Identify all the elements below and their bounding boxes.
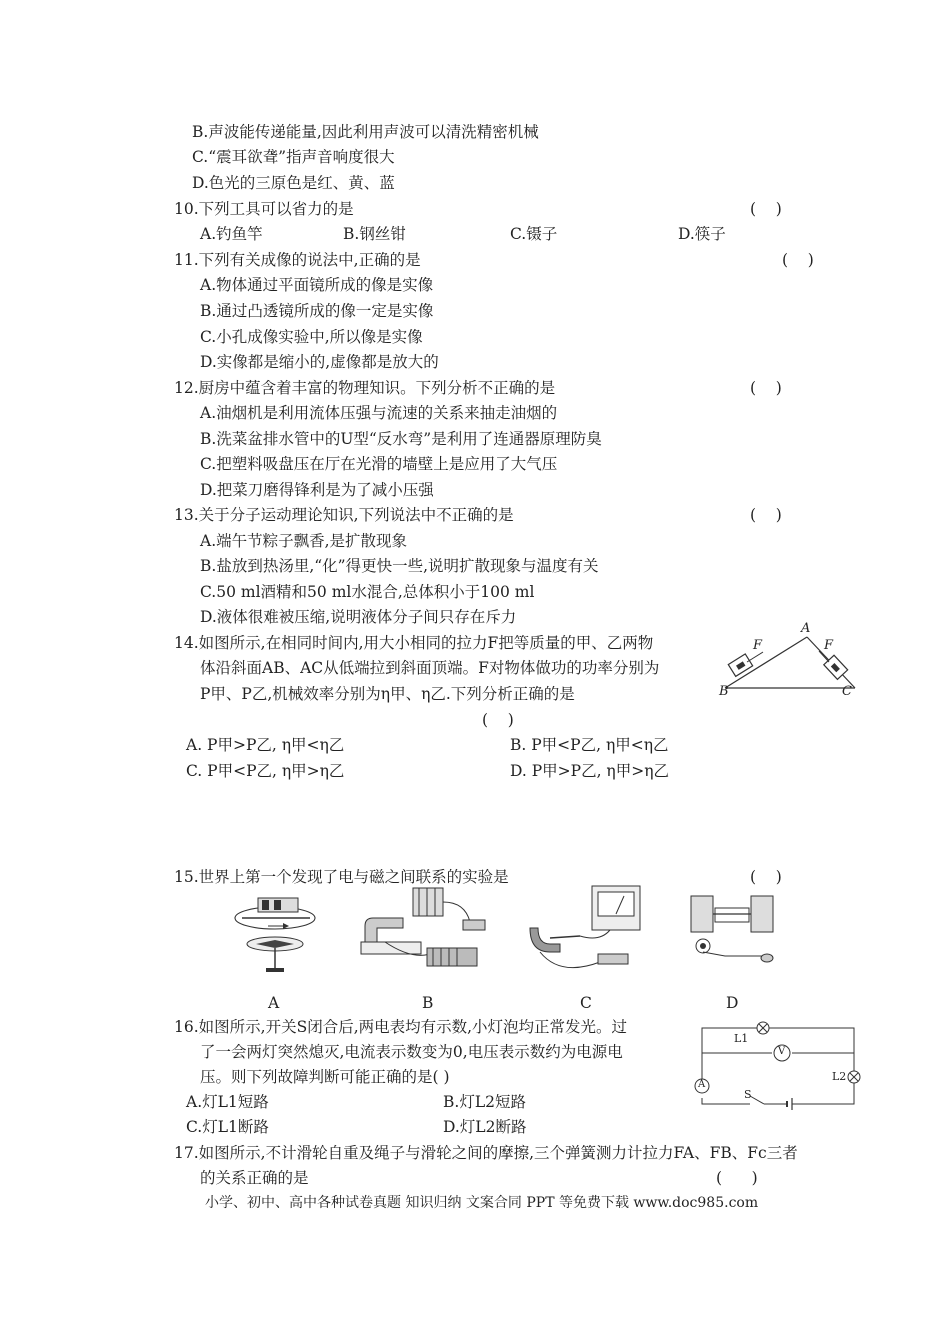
q14-answer-paren: ( ) [482, 711, 514, 729]
q16-stem-line1: 16.如图所示,开关S闭合后,两电表均有示数,小灯泡均正常发光。过 [174, 1018, 628, 1036]
q17-stem-line1: 17.如图所示,不计滑轮自重及绳子与滑轮之间的摩擦,三个弹簧测力计拉力FA、FB、Fc三者 [174, 1144, 798, 1162]
q14-label-b: B [719, 684, 729, 699]
q15-answer-paren: ( ) [750, 868, 782, 886]
q15-figure-c [520, 882, 650, 982]
q15-label-c: C [580, 994, 592, 1012]
q13-option-c: C.50 ml酒精和50 ml水混合,总体积小于100 ml [200, 583, 535, 601]
q10-stem: 10.下列工具可以省力的是 [174, 200, 354, 218]
q13-option-a: A.端午节粽子飘香,是扩散现象 [200, 532, 408, 550]
q10-answer-paren: ( ) [750, 200, 782, 218]
q17-stem-line2: 的关系正确的是 [200, 1169, 309, 1187]
page-footer: 小学、初中、高中各种试卷真题 知识归纳 文案合同 PPT 等免费下载 www.doc985.com [205, 1195, 759, 1211]
q12-option-b: B.洗菜盆排水管中的U型“反水弯”是利用了连通器原理防臭 [200, 430, 602, 448]
q15-figure-d [685, 890, 780, 980]
q10-option-a: A.钓鱼竿 [200, 225, 263, 243]
q16-label-l1: L1 [734, 1032, 749, 1045]
q12-option-c: C.把塑料吸盘压在厅在光滑的墙壁上是应用了大气压 [200, 455, 558, 473]
q16-option-c: C.灯L1断路 [186, 1118, 269, 1136]
q13-option-d: D.液体很难被压缩,说明液体分子间只存在斥力 [200, 608, 517, 626]
q11-answer-paren: ( ) [782, 251, 814, 269]
q14-label-c: C [842, 684, 852, 699]
q12-option-a: A.油烟机是利用流体压强与流速的关系来抽走油烟的 [200, 404, 558, 422]
q14-option-a: A. P甲>P乙, η甲<η乙 [186, 736, 345, 754]
q14-incline-figure [715, 620, 865, 702]
q16-stem-line3: 压。则下列故障判断可能正确的是( ) [200, 1068, 450, 1086]
q15-label-b: B [422, 994, 434, 1012]
q15-figure-b [355, 882, 490, 982]
q14-label-a: A [801, 621, 811, 636]
q11-option-d: D.实像都是缩小的,虚像都是放大的 [200, 353, 439, 371]
q13-stem: 13.关于分子运动理论知识,下列说法中不正确的是 [174, 506, 514, 524]
q15-label-a: A [268, 994, 280, 1012]
q15-stem: 15.世界上第一个发现了电与磁之间联系的实验是 [174, 868, 509, 886]
q12-option-d: D.把菜刀磨得锋利是为了减小压强 [200, 481, 434, 499]
q15-label-d: D [726, 994, 739, 1012]
q14-option-d: D. P甲>P乙, η甲>η乙 [510, 762, 669, 780]
q14-option-b: B. P甲<P乙, η甲<η乙 [510, 736, 669, 754]
q16-label-ammeter: A [698, 1079, 706, 1090]
q14-stem-line1: 14.如图所示,在相同时间内,用大小相同的拉力F把等质量的甲、乙两物 [174, 634, 654, 652]
q16-circuit-figure [692, 1016, 864, 1111]
q11-option-b: B.通过凸透镜所成的像一定是实像 [200, 302, 434, 320]
q11-option-a: A.物体通过平面镜所成的像是实像 [200, 276, 434, 294]
q14-label-f-left: F [753, 638, 763, 653]
q12-answer-paren: ( ) [750, 379, 782, 397]
q9-option-b: B.声波能传递能量,因此利用声波可以清洗精密机械 [192, 123, 539, 141]
q16-label-voltmeter: V [778, 1046, 786, 1057]
q16-label-l2: L2 [832, 1070, 847, 1083]
q14-option-c: C. P甲<P乙, η甲>η乙 [186, 762, 345, 780]
q13-answer-paren: ( ) [750, 506, 782, 524]
q11-option-c: C.小孔成像实验中,所以像是实像 [200, 328, 423, 346]
q13-option-b: B.盐放到热汤里,“化”得更快一些,说明扩散现象与温度有关 [200, 557, 599, 575]
q10-option-c: C.镊子 [510, 225, 558, 243]
q14-stem-line3: P甲、P乙,机械效率分别为η甲、η乙.下列分析正确的是 [200, 685, 575, 703]
q16-option-a: A.灯L1短路 [186, 1093, 269, 1111]
q10-option-d: D.筷子 [678, 225, 726, 243]
q14-label-f-right: F [824, 638, 834, 653]
q10-option-b: B.钢丝钳 [343, 225, 406, 243]
q17-answer-paren: ( ) [716, 1169, 758, 1187]
q12-stem: 12.厨房中蕴含着丰富的物理知识。下列分析不正确的是 [174, 379, 556, 397]
q16-option-b: B.灯L2短路 [443, 1093, 526, 1111]
q15-figure-a [228, 888, 323, 978]
q16-label-switch: S [744, 1088, 752, 1101]
q16-stem-line2: 了一会两灯突然熄灭,电流表示数变为0,电压表示数约为电源电 [200, 1043, 623, 1061]
q11-stem: 11.下列有关成像的说法中,正确的是 [174, 251, 421, 269]
q9-option-d: D.色光的三原色是红、黄、蓝 [192, 174, 395, 192]
q16-option-d: D.灯L2断路 [443, 1118, 527, 1136]
q9-option-c: C.“震耳欲聋”指声音响度很大 [192, 148, 395, 166]
q14-stem-line2: 体沿斜面AB、AC从低端拉到斜面顶端。F对物体做功的功率分别为 [200, 659, 660, 677]
